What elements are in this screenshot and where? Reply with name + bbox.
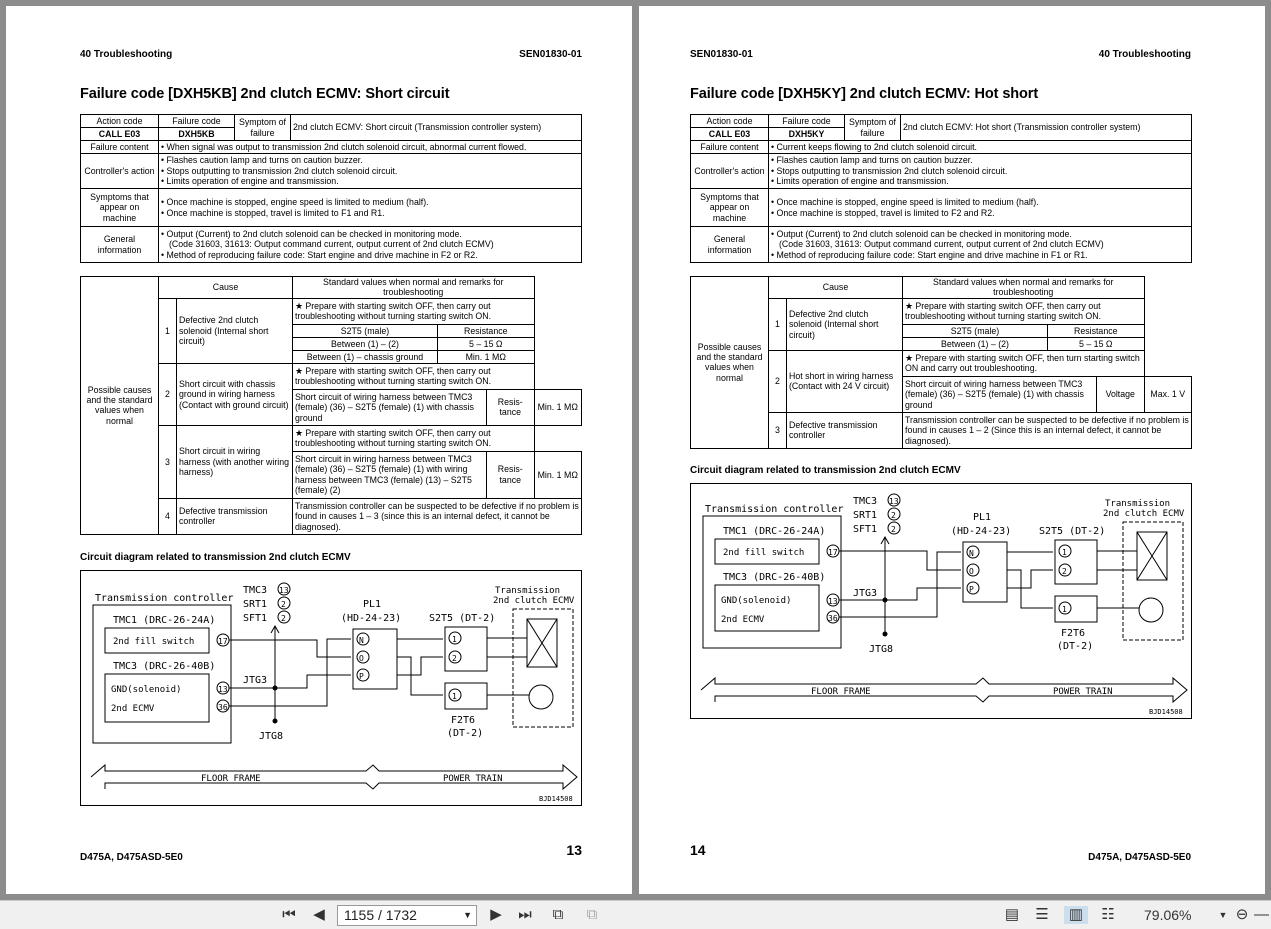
circuit-diagram-heading: Circuit diagram related to transmission 2nd clutch ECMV: [690, 465, 961, 476]
zoom-dropdown-icon[interactable]: ▼: [1218, 910, 1228, 920]
svg-text:S2T5 (DT-2): S2T5 (DT-2): [1039, 526, 1106, 537]
measure-value: Min. 1 MΩ: [438, 350, 535, 363]
svg-text:TMC3: TMC3: [243, 585, 268, 596]
check-2: Short circuit of wiring harness between TMC3 (female) (36) – S2T5 (female) (1) with chassis ground: [293, 389, 487, 425]
svg-text:2nd ECMV: 2nd ECMV: [721, 615, 765, 625]
svg-text:(DT-2): (DT-2): [1057, 641, 1094, 652]
general-info: • Output (Current) to 2nd clutch solenoid can be checked in monitoring mode. (Code 31603, 31613: Output command current, output current of 2nd clutch ECMV) • Method of reproducing failure code: Start engine and drive machine in F1 or R1.: [769, 227, 1192, 263]
measure-point: Between (1) – chassis ground: [293, 350, 438, 363]
measure-point: Between (1) – (2): [293, 337, 438, 350]
check-2-value: Min. 1 MΩ: [534, 389, 582, 425]
check-3: Transmission controller can be suspected to be defective if no problem is found in causes 1 – 2 (Since this is an internal defect, it cannot be diagnosed).: [903, 412, 1192, 448]
controller-label: Transmission controller: [95, 593, 234, 604]
svg-text:GND(solenoid): GND(solenoid): [721, 596, 792, 606]
svg-text:JTG3: JTG3: [853, 588, 878, 599]
svg-text:F2T6: F2T6: [1061, 628, 1086, 639]
last-page-icon[interactable]: ⏭: [518, 906, 532, 923]
svg-text:PL1: PL1: [363, 599, 382, 610]
previous-page-icon[interactable]: ◀: [313, 906, 325, 923]
circuit-diagram-heading: Circuit diagram related to transmission 2nd clutch ECMV: [80, 552, 351, 563]
symptom-value: 2nd clutch ECMV: Short circuit (Transmission controller system): [291, 115, 582, 141]
failure-code-header: Failure code: [159, 115, 235, 128]
svg-text:13: 13: [279, 586, 289, 595]
symptom-header: Symptom of failure: [235, 115, 291, 141]
svg-text:(DT-2): (DT-2): [447, 728, 484, 739]
controller-action: • Flashes caution lamp and turns on caution buzzer. • Stops outputting to transmission 2nd clutch solenoid circuit. • Limits operation of engine and transmission.: [159, 154, 582, 189]
svg-text:PL1: PL1: [973, 512, 992, 523]
action-code-value: CALL E03: [691, 128, 769, 141]
svg-text:N: N: [359, 636, 364, 645]
copy-icon[interactable]: ⧉: [586, 906, 598, 923]
zoom-value[interactable]: 79.06%: [1144, 907, 1192, 923]
svg-text:SFT1: SFT1: [853, 524, 878, 535]
header-section: 40 Troubleshooting: [80, 49, 173, 60]
svg-text:JTG3: JTG3: [243, 675, 268, 686]
svg-text:1: 1: [1062, 605, 1067, 614]
page-number-select[interactable]: 1155 / 1732 ▼: [337, 905, 477, 926]
svg-text:Transmission: Transmission: [1105, 499, 1171, 509]
zoom-slider[interactable]: —: [1254, 906, 1269, 923]
svg-text:BJD14508: BJD14508: [1149, 708, 1183, 716]
svg-text:1: 1: [452, 635, 457, 644]
header-doc-number: SEN01830-01: [690, 49, 753, 60]
footer-model: D475A, D475ASD-5E0: [1088, 852, 1191, 863]
prep-note-1: ★ Prepare with starting switch OFF, then carry out troubleshooting without turning starting switch ON.: [903, 298, 1145, 324]
zoom-out-icon[interactable]: ⊖: [1235, 906, 1249, 923]
gnd-label: GND(solenoid): [111, 685, 182, 695]
check-2: Short circuit of wiring harness between TMC3 (female) (36) – S2T5 (female) (1) with chassis ground: [903, 376, 1097, 412]
controller-action: • Flashes caution lamp and turns on caution buzzer. • Stops outputting to transmission 2nd clutch solenoid circuit. • Limits operation of engine and transmission.: [769, 154, 1192, 189]
symptoms-label: Symptoms that appear on machine: [81, 189, 159, 227]
symptom-value: 2nd clutch ECMV: Hot short (Transmission controller system): [901, 115, 1192, 141]
voltage-label: Voltage: [1097, 376, 1145, 412]
svg-text:17: 17: [218, 637, 228, 646]
rotate-icon[interactable]: ⧉: [552, 906, 564, 923]
svg-text:S2T5 (DT-2): S2T5 (DT-2): [429, 613, 496, 624]
symptoms: • Once machine is stopped, engine speed is limited to medium (half). • Once machine is stopped, travel is limited to F1 and R1.: [159, 189, 582, 227]
svg-text:O: O: [969, 567, 974, 576]
svg-text:FLOOR FRAME: FLOOR FRAME: [811, 687, 871, 697]
check-3-value: Min. 1 MΩ: [534, 451, 582, 498]
svg-text:SRT1: SRT1: [853, 510, 878, 521]
failure-code-value: DXH5KY: [769, 128, 845, 141]
svg-text:JTG8: JTG8: [869, 644, 894, 655]
page-title: Failure code [DXH5KY] 2nd clutch ECMV: Hot short: [690, 86, 1039, 102]
continuous-view-icon[interactable]: ☰: [1035, 906, 1049, 923]
svg-text:Transmission controller: Transmission controller: [705, 504, 844, 515]
svg-text:13: 13: [889, 497, 899, 506]
footer-model: D475A, D475ASD-5E0: [80, 852, 183, 863]
bottom-toolbar: [0, 900, 1271, 929]
prep-note-3: ★ Prepare with starting switch OFF, then carry out troubleshooting without turning starting switch ON.: [293, 425, 535, 451]
svg-text:TMC3: TMC3: [853, 496, 878, 507]
svg-text:BJD14508: BJD14508: [539, 795, 573, 803]
svg-text:1: 1: [452, 692, 457, 701]
tmc1-label: TMC1 (DRC-26-24A): [113, 615, 216, 626]
failure-content: • When signal was output to transmission 2nd clutch solenoid circuit, abnormal current flowed.: [159, 141, 582, 154]
resistance-header: Resistance: [438, 324, 535, 337]
action-code-value: CALL E03: [81, 128, 159, 141]
cause-header: Cause: [159, 277, 293, 299]
prep-note-1: ★ Prepare with starting switch OFF, then carry out troubleshooting without turning starting switch ON.: [293, 298, 535, 324]
check-3: Short circuit in wiring harness between TMC3 (female) (36) – S2T5 (female) (1) with wiring harness between TMC3 (female) (13) – S2T5 (female) (2): [293, 451, 487, 498]
cause-3: Short circuit in wiring harness (with another wiring harness): [177, 425, 293, 498]
svg-text:N: N: [969, 549, 974, 558]
prep-note-2: ★ Prepare with starting switch OFF, then carry out troubleshooting without turning starting switch ON.: [293, 363, 535, 389]
svg-text:TMC1 (DRC-26-24A): TMC1 (DRC-26-24A): [723, 526, 826, 537]
cause-2: Short circuit with chassis ground in wiring harness (Contact with ground circuit): [177, 363, 293, 425]
svg-text:O: O: [359, 654, 364, 663]
check-4: Transmission controller can be suspected to be defective if no problem is found in causes 1 – 3 (since this is an internal defect, it cannot be diagnosed).: [293, 498, 582, 534]
svg-text:2nd fill switch: 2nd fill switch: [723, 548, 805, 558]
prep-note-2: ★ Prepare with starting switch OFF, then turn starting switch ON and carry out troubleshooting.: [903, 350, 1145, 376]
svg-text:2nd clutch ECMV: 2nd clutch ECMV: [1103, 509, 1185, 519]
failure-code-value: DXH5KB: [159, 128, 235, 141]
failure-info-table: Action code Failure code Symptom of failure 2nd clutch ECMV: Hot short (Transmission controller system) CALL E03 DXH5KY Failure content • Current keeps flowing to 2nd clutch solenoid circuit. Controller's action • Flashes caution lamp and turns on caution buzzer. • Stops outputting to transmission 2nd clutch solenoid circuit. • Limits operation of engine and transmission. Symptoms that appear on machine • Once machine is stopped, engine speed is limited to medium (half). • Once machine is stopped, travel is limited to F2 and R2. General information • Output (Current) to 2nd clutch solenoid can be checked in monitoring mode. (Code 31603, 31613: Output command current, output current of 2nd clutch ECMV) • Method of reproducing failure code: Start engine and drive machine in F1 or R1.: [690, 114, 1192, 263]
general-info-label: General information: [81, 227, 159, 263]
tmc3-label: TMC3 (DRC-26-40B): [113, 661, 216, 672]
svg-text:1: 1: [1062, 548, 1067, 557]
svg-text:F2T6: F2T6: [451, 715, 476, 726]
controller-action-label: Controller's action: [81, 154, 159, 189]
next-page-icon[interactable]: ▶: [490, 906, 502, 923]
svg-text:TMC3 (DRC-26-40B): TMC3 (DRC-26-40B): [723, 572, 826, 583]
svg-text:(HD-24-23): (HD-24-23): [951, 526, 1012, 537]
first-page-icon[interactable]: ⏮: [282, 906, 296, 923]
ecmv-label: 2nd ECMV: [111, 704, 155, 714]
document-page-14: [639, 6, 1265, 894]
single-page-view-icon[interactable]: ▤: [1004, 906, 1020, 923]
circuit-diagram: [690, 483, 1192, 719]
svg-text:(HD-24-23): (HD-24-23): [341, 613, 402, 624]
cause-4: Defective transmission controller: [177, 498, 293, 534]
connector-header: S2T5 (male): [293, 324, 438, 337]
svg-text:2: 2: [281, 614, 286, 623]
page-number: 14: [690, 842, 706, 858]
chevron-down-icon: ▼: [463, 910, 472, 920]
action-code-header: Action code: [81, 115, 159, 128]
cause-3: Defective transmission controller: [787, 412, 903, 448]
svg-text:POWER TRAIN: POWER TRAIN: [443, 774, 503, 784]
measure-value: 5 – 15 Ω: [438, 337, 535, 350]
svg-text:2nd clutch ECMV: 2nd clutch ECMV: [493, 596, 575, 606]
circuit-diagram: [80, 570, 582, 806]
header-section: 40 Troubleshooting: [1098, 49, 1191, 60]
svg-text:JTG8: JTG8: [259, 731, 284, 742]
general-info: • Output (Current) to 2nd clutch solenoid can be checked in monitoring mode. (Code 31603, 31613: Output command current, output current of 2nd clutch ECMV) • Method of reproducing failure code: Start engine and drive machine in F2 or R2.: [159, 227, 582, 263]
svg-text:13: 13: [828, 597, 838, 606]
document-page-13: [6, 6, 632, 894]
svg-text:2: 2: [891, 511, 896, 520]
failure-info-table: [80, 114, 582, 263]
check-2-value: Max. 1 V: [1144, 376, 1192, 412]
svg-text:SFT1: SFT1: [243, 613, 268, 624]
svg-text:P: P: [969, 585, 974, 594]
cause-1: Defective 2nd clutch solenoid (Internal short circuit): [177, 298, 293, 363]
svg-text:2: 2: [452, 654, 457, 663]
failure-content: • Current keeps flowing to 2nd clutch solenoid circuit.: [769, 141, 1192, 154]
svg-text:2: 2: [281, 600, 286, 609]
header-doc-number: SEN01830-01: [519, 49, 582, 60]
svg-text:POWER TRAIN: POWER TRAIN: [1053, 687, 1113, 697]
two-page-continuous-icon[interactable]: ☷: [1101, 906, 1115, 923]
page-number: 13: [566, 842, 582, 858]
svg-text:FLOOR FRAME: FLOOR FRAME: [201, 774, 261, 784]
two-page-view-icon[interactable]: ▥: [1064, 906, 1088, 924]
standard-values-header: Standard values when normal and remarks for troubleshooting: [293, 277, 535, 299]
resistance-label: Resis- tance: [487, 451, 535, 498]
symptoms: • Once machine is stopped, engine speed is limited to medium (half). • Once machine is stopped, travel is limited to F2 and R2.: [769, 189, 1192, 227]
possible-causes-table: Possible causes and the standard values when normal Cause Standard values when normal and remarks for troubleshooting 1 Defective 2nd clutch solenoid (Internal short circuit) ★ Prepare with starting switch OFF, then carry out troubleshooting without turning starting switch ON. S2T5 (male) Resistance Between (1) – (2) 5 – 15 Ω Between (1) – chassis ground Min. 1 MΩ 2 Short circuit with chassis ground in wiring harness (Contact with ground circuit) ★ Prepare with starting switch OFF, then carry out troubleshooting without turning starting switch ON. Short circuit of wiring harness between TMC3 (female) (36) – S2T5 (female) (1) with chassis ground Resis- tance Min. 1 MΩ 3 Short circuit in wiring harness (with another wiring harness) ★ Prepare with starting switch OFF, then carry out troubleshooting without turning starting switch ON. Short circuit in wiring harness between TMC3 (female) (36) – S2T5 (female) (1) with wiring harness between TMC3 (female) (13) – S2T5 (female) (2) Resis- tance Min. 1 MΩ 4 Defective transmission controller Transmission controller can be suspected to be defective if no problem is found in causes 1 – 3 (since this is an internal defect, it cannot be diagnosed).: [80, 276, 582, 535]
svg-text:P: P: [359, 672, 364, 681]
svg-text:2: 2: [1062, 567, 1067, 576]
svg-text:36: 36: [828, 614, 838, 623]
svg-text:13: 13: [218, 685, 228, 694]
fill-switch-label: 2nd fill switch: [113, 637, 195, 647]
cause-1: Defective 2nd clutch solenoid (Internal short circuit): [787, 298, 903, 350]
resistance-label: Resis- tance: [487, 389, 535, 425]
possible-causes-table: Possible causes and the standard values when normal Cause Standard values when normal and remarks for troubleshooting 1 Defective 2nd clutch solenoid (Internal short circuit) ★ Prepare with starting switch OFF, then carry out troubleshooting without turning starting switch ON. S2T5 (male) Resistance Between (1) – (2) 5 – 15 Ω 2 Hot short in wiring harness (Contact with 24 V circuit) ★ Prepare with starting switch OFF, then turn starting switch ON and carry out troubleshooting. Short circuit of wiring harness between TMC3 (female) (36) – S2T5 (female) (1) with chassis ground Voltage Max. 1 V 3 Defective transmission controller Transmission controller can be suspected to be defective if no problem is found in causes 1 – 2 (Since this is an internal defect, it cannot be diagnosed).: [690, 276, 1192, 449]
svg-text:2: 2: [891, 525, 896, 534]
svg-text:36: 36: [218, 703, 228, 712]
page-title: Failure code [DXH5KB] 2nd clutch ECMV: Short circuit: [80, 86, 450, 102]
svg-text:SRT1: SRT1: [243, 599, 268, 610]
cause-2: Hot short in wiring harness (Contact with 24 V circuit): [787, 350, 903, 412]
failure-content-label: Failure content: [81, 141, 159, 154]
svg-text:17: 17: [828, 548, 838, 557]
svg-text:Transmission: Transmission: [495, 586, 561, 596]
possible-causes-label: Possible causes and the standard values when normal: [81, 277, 159, 535]
